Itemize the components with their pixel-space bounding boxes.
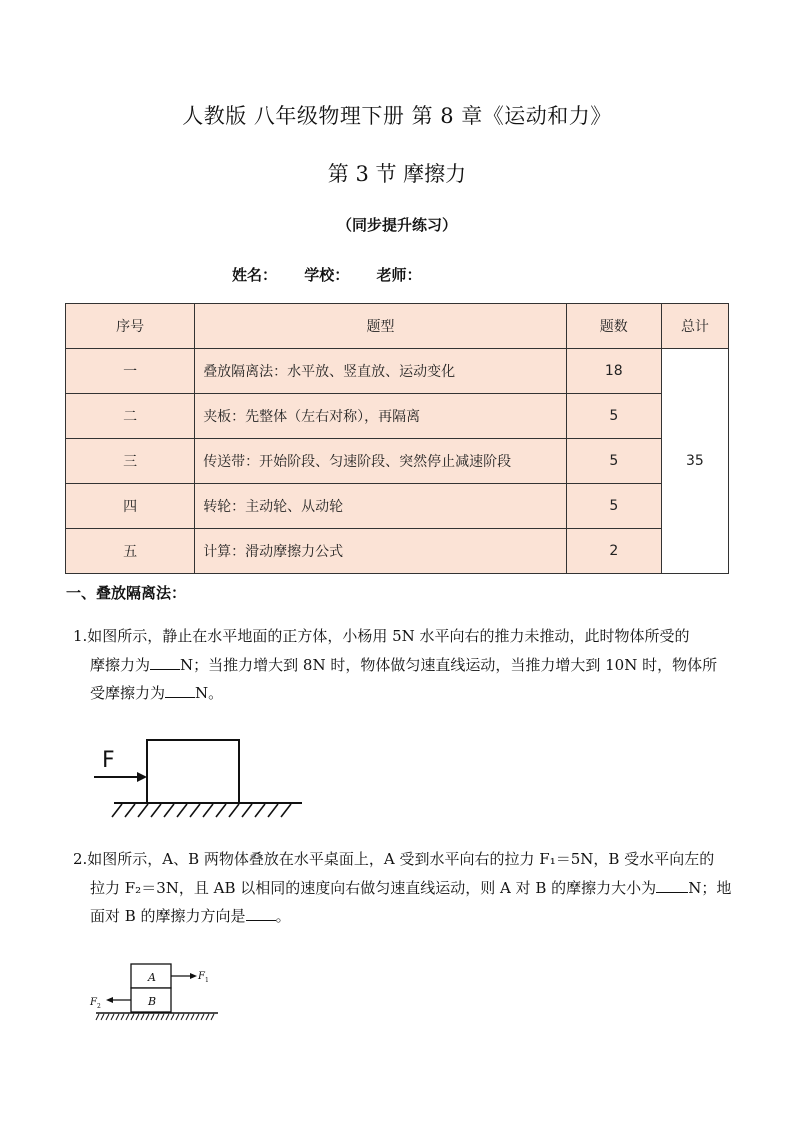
student-info <box>232 264 444 285</box>
block <box>147 740 239 803</box>
question-2-line-2 <box>73 874 733 903</box>
table-row <box>66 349 729 394</box>
table-row <box>66 394 729 439</box>
answer-blank[interactable] <box>150 653 180 670</box>
f2-label: $F_2$ <box>90 997 101 1010</box>
question-text: 受摩擦力为 <box>90 684 166 702</box>
row-type: 叠放隔离法：水平放、竖直放、运动变化 <box>195 349 567 394</box>
table-row <box>66 484 729 529</box>
question-1-line-1: 1.如图所示，静止在水平地面的正方体，小杨用 5N 水平向右的推力未推动，此时物体所受的 <box>73 627 690 645</box>
section-heading: 一、叠放隔离法： <box>66 584 187 602</box>
question-text: 面对 B 的摩擦力方向是 <box>90 907 246 925</box>
answer-blank[interactable] <box>656 876 688 893</box>
header-count: 题数 <box>566 304 661 349</box>
question-type-table <box>65 303 729 574</box>
row-number: 四 <box>66 484 195 529</box>
table-row <box>66 529 729 574</box>
table-hatching <box>96 1014 214 1020</box>
header-number: 序号 <box>66 304 195 349</box>
question-text: 摩擦力为 <box>90 655 151 674</box>
question-2-line-3 <box>73 902 733 931</box>
question-text: 。 <box>275 907 291 925</box>
row-type: 传送带：开始阶段、匀速阶段、突然停止减速阶段 <box>195 439 567 484</box>
row-number: 二 <box>66 394 195 439</box>
row-number: 五 <box>66 529 195 574</box>
row-count: 5 <box>566 439 661 484</box>
force-label: F <box>102 748 115 773</box>
block-a-label: A <box>148 971 156 984</box>
question-1-line-2 <box>73 651 733 680</box>
figure-block-push-diagram <box>92 735 304 821</box>
teacher-label: 老师： <box>376 266 422 284</box>
row-type: 计算：滑动摩擦力公式 <box>195 529 567 574</box>
row-number: 一 <box>66 349 195 394</box>
question-2-line-1: 2.如图所示，A、B 两物体叠放在水平桌面上，A 受到水平向右的拉力 F₁＝5N，B 受水平向左的 <box>73 850 715 868</box>
block-b-label: B <box>148 995 157 1008</box>
ground-hatching <box>112 804 291 817</box>
question-text: 拉力 F₂＝3N，且 AB 以相同的速度向右做匀速直线运动，则 A 对 B 的摩擦力大小为 <box>90 878 657 897</box>
answer-blank[interactable] <box>246 904 276 921</box>
row-count: 5 <box>566 484 661 529</box>
school-label: 学校： <box>304 266 350 284</box>
document-title: 人教版 八年级物理下册 第 8 章《运动和力》 <box>182 104 612 128</box>
name-label: 姓名： <box>232 266 278 284</box>
table-row <box>66 439 729 484</box>
force-arrowhead <box>137 772 147 782</box>
row-number: 三 <box>66 439 195 484</box>
answer-blank[interactable] <box>165 681 195 698</box>
total-cell: 35 <box>661 349 728 574</box>
f1-arrowhead <box>190 973 197 979</box>
question-text: N；地 <box>688 878 732 897</box>
header-type: 题型 <box>195 304 567 349</box>
row-count: 5 <box>566 394 661 439</box>
practice-tag: （同步提升练习） <box>336 216 457 234</box>
question-text: N；当推力增大到 8N 时，物体做匀速直线运动，当推力增大到 10N 时，物体所 <box>180 655 718 674</box>
header-total: 总计 <box>661 304 728 349</box>
question-text: N。 <box>195 684 224 702</box>
row-type: 夹板：先整体（左右对称），再隔离 <box>195 394 567 439</box>
section-subtitle: 第 3 节 摩擦力 <box>327 162 467 186</box>
row-type: 转轮：主动轮、从动轮 <box>195 484 567 529</box>
table-header-row <box>66 304 729 349</box>
row-count: 18 <box>566 349 661 394</box>
row-count: 2 <box>566 529 661 574</box>
question-2 <box>73 845 733 931</box>
f2-arrowhead <box>106 997 113 1003</box>
f1-label: $F_1$ <box>198 971 209 984</box>
question-1 <box>73 622 733 708</box>
question-1-line-3 <box>73 679 733 708</box>
figure-stacked-blocks-diagram <box>88 960 223 1026</box>
